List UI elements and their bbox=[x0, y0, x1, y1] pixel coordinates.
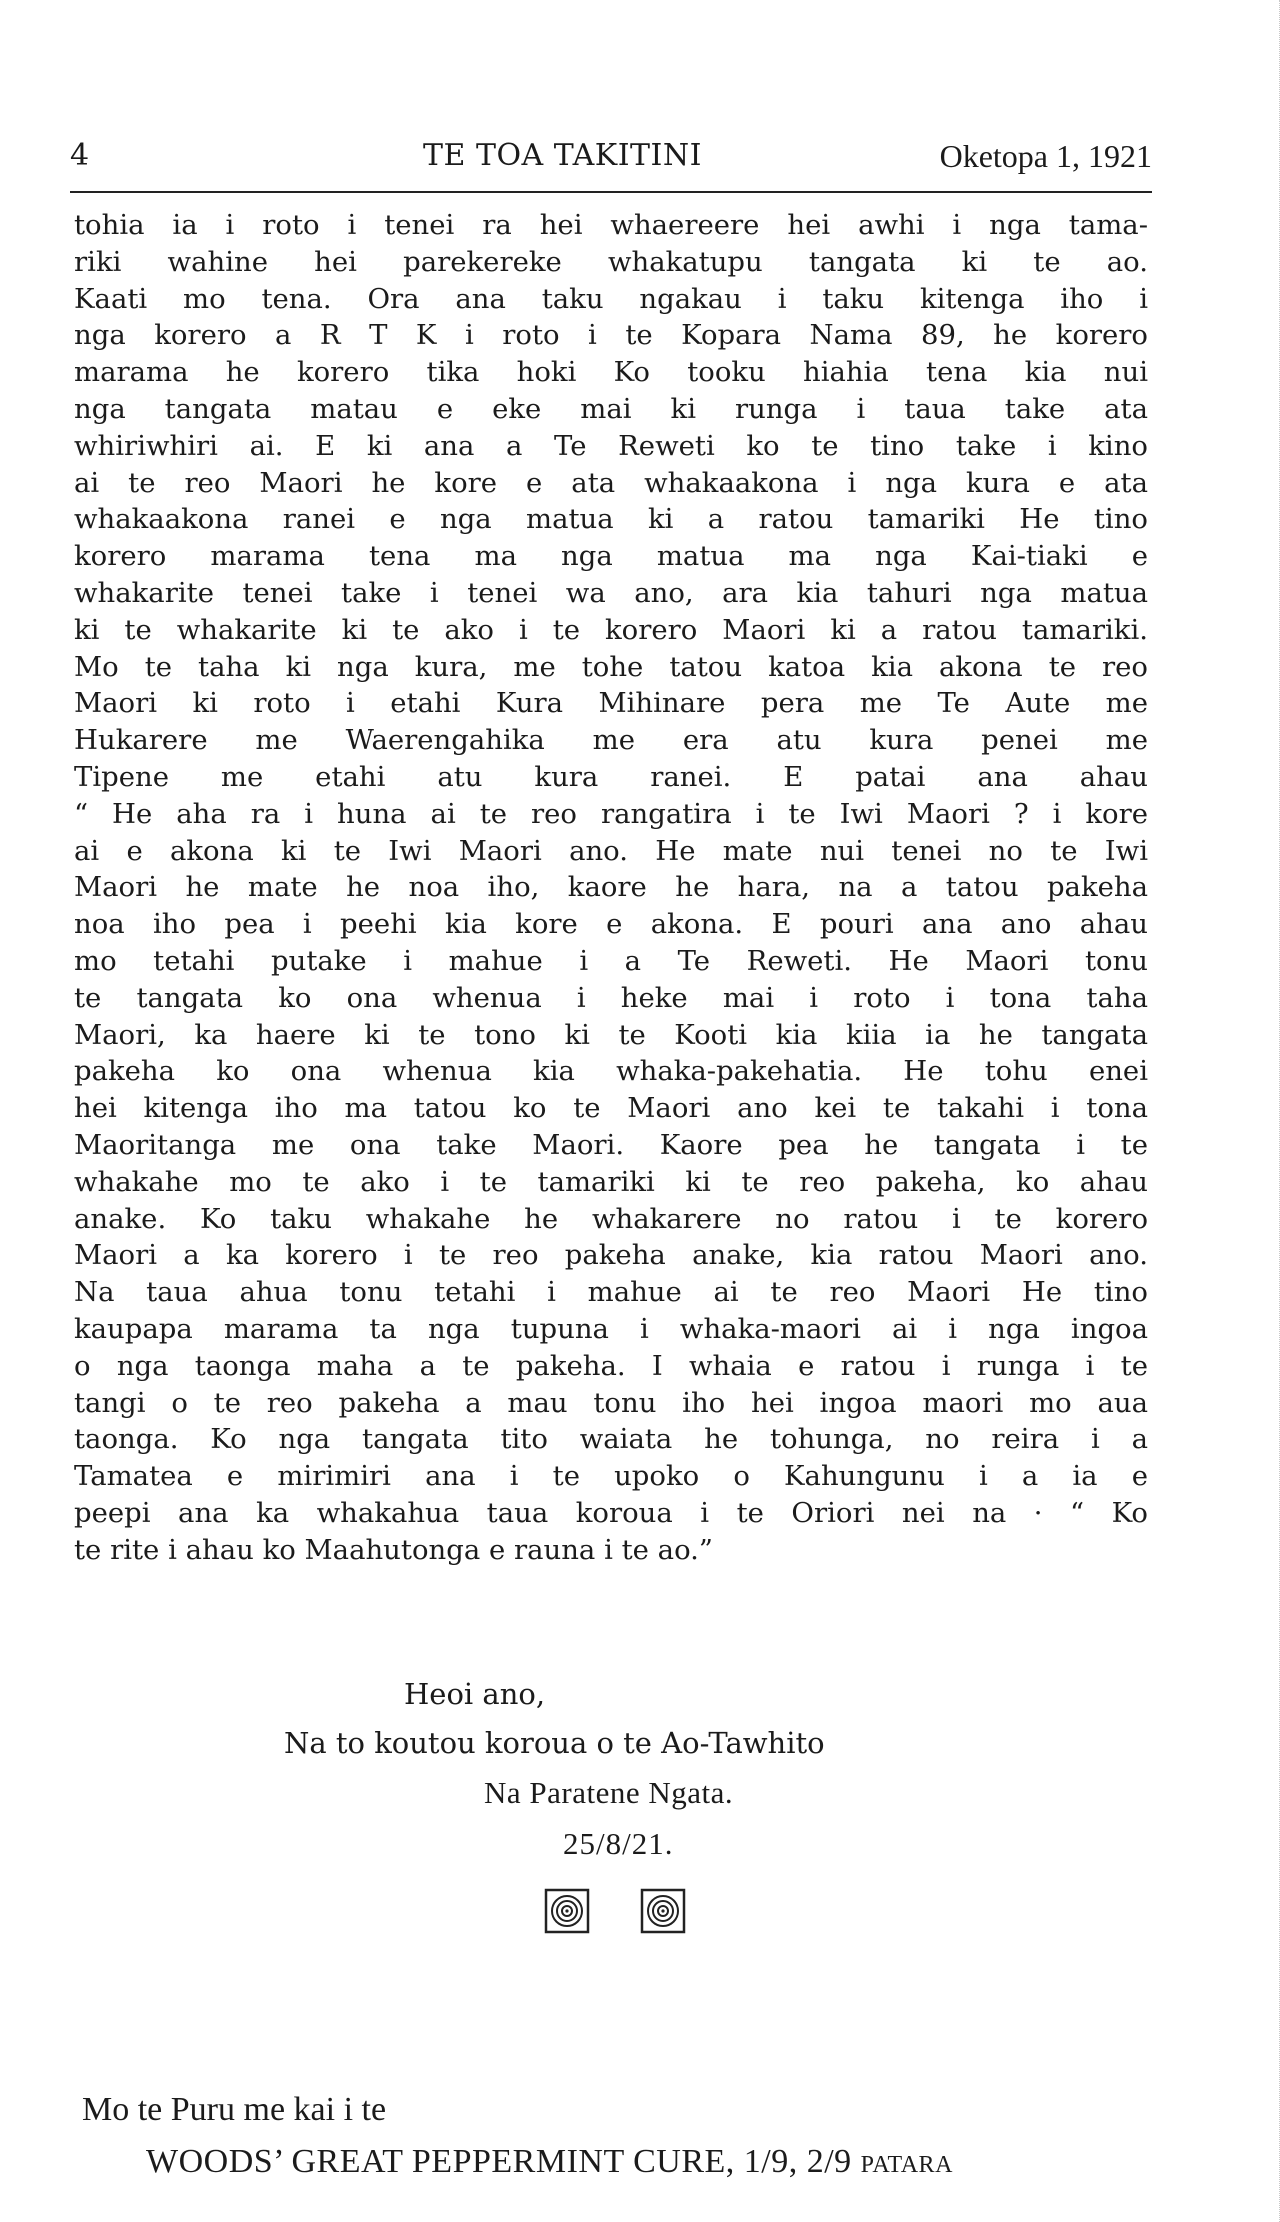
page-header bbox=[70, 138, 1152, 178]
letter-sender-line: Na to koutou koroua o te Ao-Tawhito bbox=[284, 1726, 825, 1760]
scan-edge bbox=[1267, 0, 1280, 2222]
letter-body bbox=[74, 207, 1148, 1568]
letter-date: 25/8/21. bbox=[563, 1826, 674, 1861]
body-line: hei kitenga iho ma tatou ko te Maori ano kei te takahi i tona bbox=[74, 1092, 1148, 1125]
body-line: Hukarere me Waerengahika me era atu kura penei me bbox=[74, 724, 1148, 757]
body-line: Maori ki roto i etahi Kura Mihinare pera me Te Aute me bbox=[74, 687, 1148, 720]
body-line: Maoritanga me ona take Maori. Kaore pea he tangata i te bbox=[74, 1128, 1148, 1161]
body-line: tangi o te reo pakeha a mau tonu iho hei ingoa maori mo aua bbox=[74, 1386, 1148, 1419]
body-line: nga korero a R T K i roto i te Kopara Nama 89, he korero bbox=[74, 319, 1148, 352]
body-line: whakahe mo te ako i te tamariki ki te reo pakeha, ko ahau bbox=[74, 1165, 1148, 1198]
body-line: kaupapa marama ta nga tupuna i whaka-maori ai i nga ingoa bbox=[74, 1312, 1148, 1345]
body-line: taonga. Ko nga tangata tito waiata he tohunga, no reira i a bbox=[74, 1423, 1148, 1456]
body-line: te rite i ahau ko Maahutonga e rauna i te ao.” bbox=[74, 1533, 713, 1566]
body-line: marama he korero tika hoki Ko tooku hiahia tena kia nui bbox=[74, 356, 1148, 389]
body-line: peepi ana ka whakahua taua koroua i te Oriori nei na · “ Ko bbox=[74, 1496, 1148, 1529]
body-line: noa iho pea i peehi kia kore e akona. E pouri ana ano ahau bbox=[74, 908, 1148, 941]
body-line: Tipene me etahi atu kura ranei. E patai ana ahau bbox=[74, 760, 1148, 793]
body-line: ai e akona ki te Iwi Maori ano. He mate nui tenei no te Iwi bbox=[74, 834, 1148, 867]
body-line: Maori he mate he noa iho, kaore he hara, na a tatou pakeha bbox=[74, 871, 1148, 904]
advert-intro: Mo te Puru me kai i te bbox=[82, 2091, 387, 2128]
body-line: Kaati mo tena. Ora ana taku ngakau i taku kitenga iho i bbox=[74, 282, 1148, 315]
body-line: anake. Ko taku whakahe he whakarere no ratou i te korero bbox=[74, 1202, 1148, 1235]
body-line: whakarite tenei take i tenei wa ano, ara kia tahuri nga matua bbox=[74, 576, 1148, 609]
spiral-ornament-icon bbox=[544, 1888, 590, 1934]
body-line: tohia ia i roto i tenei ra hei whaereere hei awhi i nga tama- bbox=[74, 209, 1148, 241]
body-line: Maori, ka haere ki te tono ki te Kooti kia kiia ia he tangata bbox=[74, 1018, 1148, 1051]
publication-title: TE TOA TAKITINI bbox=[423, 138, 703, 173]
body-line: o nga taonga maha a te pakeha. I whaia e ratou i runga i te bbox=[74, 1349, 1148, 1382]
body-line: whiriwhiri ai. E ki ana a Te Reweti ko te tino take i kino bbox=[74, 429, 1148, 462]
body-line: ki te whakarite ki te ako i te korero Maori ki a ratou tamariki. bbox=[74, 613, 1148, 646]
body-line: nga tangata matau e eke mai ki runga i taua take ata bbox=[74, 392, 1148, 425]
body-line: Maori a ka korero i te reo pakeha anake, kia ratou Maori ano. bbox=[74, 1239, 1148, 1272]
body-line: Na taua ahua tonu tetahi i mahue ai te reo Maori He tino bbox=[74, 1276, 1148, 1309]
body-line: Tamatea e mirimiri ana i te upoko o Kahungunu i a ia e bbox=[74, 1460, 1148, 1493]
letter-signature: Na Paratene Ngata. bbox=[484, 1775, 734, 1810]
body-line: riki wahine hei parekereke whakatupu tangata ki te ao. bbox=[74, 245, 1148, 278]
body-line: korero marama tena ma nga matua ma nga Kai-tiaki e bbox=[74, 540, 1148, 573]
advert-product: WOODS’ GREAT PEPPERMINT CURE, 1/9, 2/9 patara bbox=[146, 2143, 953, 2180]
body-line: te tangata ko ona whenua i heke mai i roto i tona taha bbox=[74, 981, 1148, 1014]
body-line: whakaakona ranei e nga matua ki a ratou tamariki He tino bbox=[74, 503, 1148, 536]
letter-closing: Heoi ano, bbox=[404, 1677, 546, 1711]
issue-date: Oketopa 1, 1921 bbox=[939, 138, 1152, 174]
spiral-ornament-icon bbox=[640, 1888, 686, 1934]
body-line: Mo te taha ki nga kura, me tohe tatou katoa kia akona te reo bbox=[74, 650, 1148, 683]
header-rule bbox=[70, 191, 1152, 193]
body-line: “ He aha ra i huna ai te reo rangatira i te Iwi Maori ? i kore bbox=[74, 797, 1148, 830]
body-line: ai te reo Maori he kore e ata whakaakona i nga kura e ata bbox=[74, 466, 1148, 499]
page-number: 4 bbox=[70, 138, 90, 173]
body-line: pakeha ko ona whenua kia whaka-pakehatia. He tohu enei bbox=[74, 1055, 1148, 1088]
body-line: mo tetahi putake i mahue i a Te Reweti. He Maori tonu bbox=[74, 944, 1148, 977]
